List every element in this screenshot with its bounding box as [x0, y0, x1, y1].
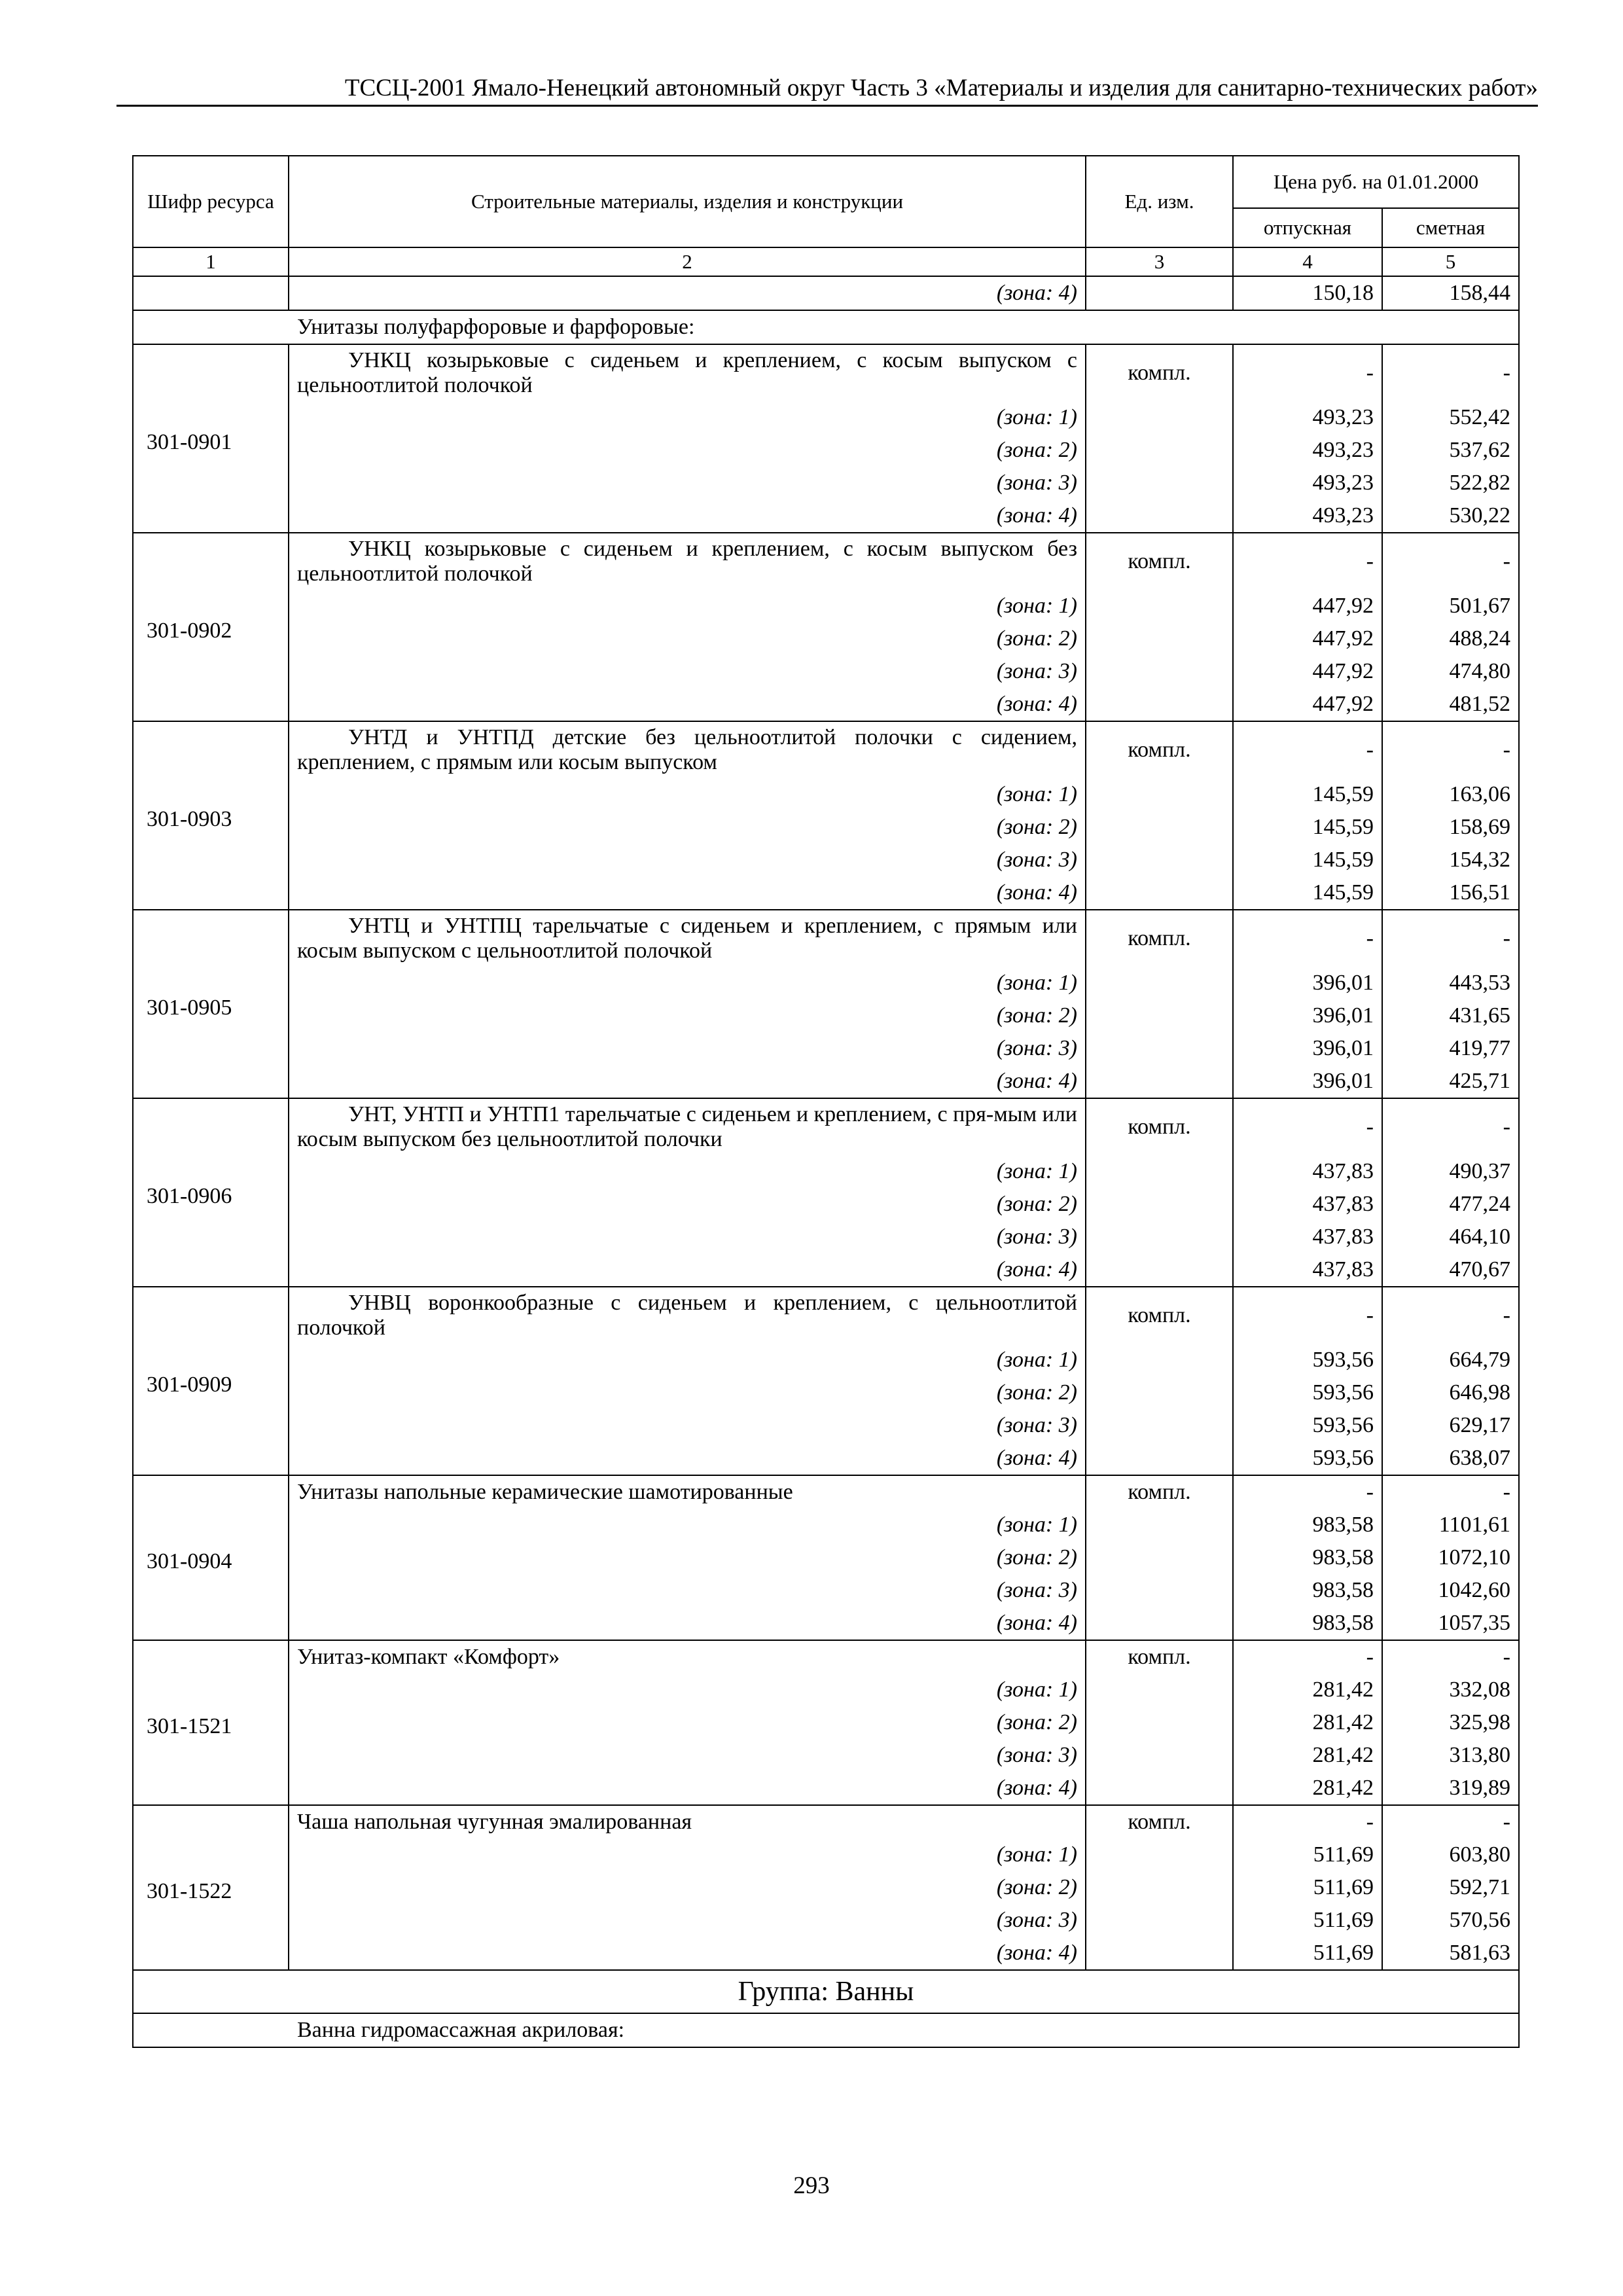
release-price: - [1233, 1640, 1382, 1674]
estimate-price: 163,06 [1382, 778, 1519, 811]
estimate-price: 443,53 [1382, 967, 1519, 999]
zone-row [133, 967, 1519, 999]
zone-row [133, 876, 1519, 910]
estimate-price: - [1382, 1805, 1519, 1839]
zone-row [133, 1904, 1519, 1937]
release-price: - [1233, 1805, 1382, 1839]
release-price: 593,56 [1233, 1409, 1382, 1442]
zone-row [133, 401, 1519, 434]
item-row [133, 344, 1519, 401]
code-cell: 301-1522 [133, 1805, 289, 1970]
category-label: Унитазы полуфарфоровые и фарфоровые: [133, 310, 1519, 344]
estimate-price: 581,63 [1382, 1937, 1519, 1970]
release-price: 493,23 [1233, 401, 1382, 434]
zone-label: (зона: 3) [289, 844, 1086, 876]
item-row [133, 1098, 1519, 1155]
zone-row [133, 655, 1519, 688]
zone-row [133, 1065, 1519, 1098]
zone-label: (зона: 4) [289, 1442, 1086, 1475]
code-cell: 301-0909 [133, 1287, 289, 1475]
item-name: УНТЦ и УНТПЦ тарельчатые с сиденьем и креплением, с прямым или косым выпуском с цельноотлитой полочкой [289, 910, 1086, 967]
estimate-price: - [1382, 1098, 1519, 1155]
zone-label: (зона: 1) [289, 1344, 1086, 1376]
zone-row [133, 1871, 1519, 1904]
zone-label: (зона: 4) [289, 499, 1086, 533]
unit-cell [1086, 590, 1233, 622]
zone-row [133, 1772, 1519, 1805]
unit-cell [1086, 655, 1233, 688]
release-price: 593,56 [1233, 1344, 1382, 1376]
zone-label: (зона: 2) [289, 1706, 1086, 1739]
unit-cell [1086, 876, 1233, 910]
estimate-price: 464,10 [1382, 1221, 1519, 1253]
item-name: УНКЦ козырьковые с сиденьем и креплением, с косым выпуском без цельноотлитой полочкой [289, 533, 1086, 590]
zone-label: (зона: 3) [289, 1739, 1086, 1772]
unit-cell: компл. [1086, 1098, 1233, 1155]
group-heading: Группа: Ванны [133, 1970, 1519, 2013]
zone-label: (зона: 2) [289, 1188, 1086, 1221]
release-price: 396,01 [1233, 1065, 1382, 1098]
zone-label: (зона: 1) [289, 1509, 1086, 1541]
unit-cell [1086, 1937, 1233, 1970]
release-price: 511,69 [1233, 1904, 1382, 1937]
zone-label: (зона: 4) [289, 1065, 1086, 1098]
zone-row [133, 1674, 1519, 1706]
unit-cell [1086, 1253, 1233, 1287]
item-row [133, 1805, 1519, 1839]
zone-row [133, 622, 1519, 655]
zone-row [133, 688, 1519, 721]
zone-label: (зона: 1) [289, 778, 1086, 811]
estimate-price: 570,56 [1382, 1904, 1519, 1937]
estimate-price: 1101,61 [1382, 1509, 1519, 1541]
unit-cell: компл. [1086, 1475, 1233, 1509]
release-price: 281,42 [1233, 1674, 1382, 1706]
category-row [133, 310, 1519, 344]
column-number: 4 [1233, 247, 1382, 276]
estimate-price: 522,82 [1382, 467, 1519, 499]
group-category-label: Ванна гидромассажная акриловая: [133, 2013, 1519, 2047]
release-price: - [1233, 533, 1382, 590]
code-cell [133, 276, 289, 310]
zone-label: (зона: 4) [289, 1772, 1086, 1805]
release-price: 150,18 [1233, 276, 1382, 310]
estimate-price: 537,62 [1382, 434, 1519, 467]
unit-cell [1086, 401, 1233, 434]
unit-cell: компл. [1086, 721, 1233, 778]
release-price: 145,59 [1233, 844, 1382, 876]
release-price: 145,59 [1233, 778, 1382, 811]
release-price: 281,42 [1233, 1739, 1382, 1772]
zone-label: (зона: 2) [289, 1376, 1086, 1409]
unit-cell: компл. [1086, 910, 1233, 967]
zone-row [133, 1509, 1519, 1541]
release-price: 593,56 [1233, 1376, 1382, 1409]
release-price: 281,42 [1233, 1772, 1382, 1805]
release-price: 493,23 [1233, 434, 1382, 467]
item-row [133, 1475, 1519, 1509]
unit-cell [1086, 844, 1233, 876]
unit-cell: компл. [1086, 1287, 1233, 1344]
header-name: Строительные материалы, изделия и конструкции [289, 156, 1086, 247]
unit-cell [1086, 434, 1233, 467]
column-number-row [133, 247, 1519, 276]
item-name: Унитаз-компакт «Комфорт» [289, 1640, 1086, 1674]
unit-cell: компл. [1086, 533, 1233, 590]
release-price: 281,42 [1233, 1706, 1382, 1739]
release-price: 983,58 [1233, 1541, 1382, 1574]
zone-row [133, 1155, 1519, 1188]
item-name: УНКЦ козырьковые с сиденьем и креплением, с косым выпуском с цельноотлитой полочкой [289, 344, 1086, 401]
release-price: 511,69 [1233, 1937, 1382, 1970]
release-price: - [1233, 1475, 1382, 1509]
header-code: Шифр ресурса [133, 156, 289, 247]
unit-cell [1086, 1032, 1233, 1065]
estimate-price: 154,32 [1382, 844, 1519, 876]
unit-cell [1086, 1706, 1233, 1739]
zone-row [133, 1442, 1519, 1475]
zone-row [133, 1607, 1519, 1640]
category-row [133, 2013, 1519, 2047]
estimate-price: 603,80 [1382, 1839, 1519, 1871]
header-price: Цена руб. на 01.01.2000 [1233, 156, 1519, 208]
items-body [133, 344, 1519, 1970]
zone-row [133, 778, 1519, 811]
unit-cell [1086, 276, 1233, 310]
release-price: - [1233, 910, 1382, 967]
item-name: Унитазы напольные керамические шамотированные [289, 1475, 1086, 1509]
release-price: 983,58 [1233, 1574, 1382, 1607]
column-number: 2 [289, 247, 1086, 276]
estimate-price: 158,69 [1382, 811, 1519, 844]
unit-cell [1086, 1574, 1233, 1607]
release-price: 437,83 [1233, 1188, 1382, 1221]
release-price: 396,01 [1233, 999, 1382, 1032]
zone-row [133, 434, 1519, 467]
estimate-price: - [1382, 721, 1519, 778]
release-price: - [1233, 344, 1382, 401]
release-price: 437,83 [1233, 1155, 1382, 1188]
unit-cell [1086, 1509, 1233, 1541]
header-divider [116, 105, 1538, 107]
header-price-estimate: сметная [1382, 208, 1519, 247]
code-cell: 301-0902 [133, 533, 289, 721]
code-cell: 301-0906 [133, 1098, 289, 1287]
unit-cell [1086, 1188, 1233, 1221]
zone-label: (зона: 4) [289, 876, 1086, 910]
estimate-price: - [1382, 344, 1519, 401]
unit-cell [1086, 499, 1233, 533]
estimate-price: 313,80 [1382, 1739, 1519, 1772]
zone-label: (зона: 3) [289, 1409, 1086, 1442]
item-name: Чаша напольная чугунная эмалированная [289, 1805, 1086, 1839]
item-name: УНВЦ воронкообразные с сиденьем и креплением, с цельноотлитой полочкой [289, 1287, 1086, 1344]
zone-label: (зона: 1) [289, 1674, 1086, 1706]
estimate-price: 477,24 [1382, 1188, 1519, 1221]
table-row [133, 276, 1519, 310]
unit-cell [1086, 1541, 1233, 1574]
estimate-price: - [1382, 1640, 1519, 1674]
release-price: 437,83 [1233, 1221, 1382, 1253]
unit-cell: компл. [1086, 344, 1233, 401]
release-price: 145,59 [1233, 811, 1382, 844]
column-number: 1 [133, 247, 289, 276]
unit-cell [1086, 778, 1233, 811]
zone-label: (зона: 4) [289, 688, 1086, 721]
unit-cell: компл. [1086, 1805, 1233, 1839]
release-price: 396,01 [1233, 967, 1382, 999]
release-price: 447,92 [1233, 590, 1382, 622]
zone-label: (зона: 2) [289, 434, 1086, 467]
zone-label: (зона: 3) [289, 467, 1086, 499]
release-price: 447,92 [1233, 622, 1382, 655]
estimate-price: 1057,35 [1382, 1607, 1519, 1640]
zone-row [133, 1541, 1519, 1574]
unit-cell [1086, 999, 1233, 1032]
zone-label: (зона: 1) [289, 401, 1086, 434]
release-price: 493,23 [1233, 467, 1382, 499]
unit-cell [1086, 1442, 1233, 1475]
zone-row [133, 844, 1519, 876]
unit-cell [1086, 1607, 1233, 1640]
price-table [132, 155, 1520, 2048]
unit-cell [1086, 1904, 1233, 1937]
estimate-price: 552,42 [1382, 401, 1519, 434]
estimate-price: 629,17 [1382, 1409, 1519, 1442]
estimate-price: 1072,10 [1382, 1541, 1519, 1574]
unit-cell [1086, 811, 1233, 844]
column-number: 5 [1382, 247, 1519, 276]
code-cell: 301-0905 [133, 910, 289, 1098]
zone-label: (зона: 1) [289, 1839, 1086, 1871]
estimate-price: 530,22 [1382, 499, 1519, 533]
estimate-price: 332,08 [1382, 1674, 1519, 1706]
unit-cell [1086, 967, 1233, 999]
unit-cell [1086, 1772, 1233, 1805]
zone-label: (зона: 1) [289, 967, 1086, 999]
release-price: 593,56 [1233, 1442, 1382, 1475]
release-price: 437,83 [1233, 1253, 1382, 1287]
estimate-price: 470,67 [1382, 1253, 1519, 1287]
header-price-release: отпускная [1233, 208, 1382, 247]
item-row [133, 721, 1519, 778]
code-cell: 301-0901 [133, 344, 289, 533]
unit-cell [1086, 688, 1233, 721]
item-row [133, 1640, 1519, 1674]
page-header-title: ТССЦ-2001 Ямало-Ненецкий автономный округ Часть 3 «Материалы и изделия для санитарно-технических работ» [344, 75, 1538, 101]
page-number: 293 [793, 2172, 830, 2199]
zone-row [133, 999, 1519, 1032]
zone-label: (зона: 3) [289, 1032, 1086, 1065]
release-price: - [1233, 721, 1382, 778]
zone-row [133, 590, 1519, 622]
estimate-price: 474,80 [1382, 655, 1519, 688]
item-row [133, 910, 1519, 967]
zone-row [133, 1188, 1519, 1221]
unit-cell [1086, 1409, 1233, 1442]
estimate-price: 319,89 [1382, 1772, 1519, 1805]
zone-label: (зона: 3) [289, 1574, 1086, 1607]
zone-row [133, 467, 1519, 499]
unit-cell [1086, 1839, 1233, 1871]
release-price: 511,69 [1233, 1839, 1382, 1871]
code-cell: 301-1521 [133, 1640, 289, 1805]
estimate-price: 156,51 [1382, 876, 1519, 910]
estimate-price: 325,98 [1382, 1706, 1519, 1739]
unit-cell [1086, 1155, 1233, 1188]
zone-row [133, 1739, 1519, 1772]
zone-label: (зона: 2) [289, 1871, 1086, 1904]
estimate-price: 646,98 [1382, 1376, 1519, 1409]
estimate-price: 592,71 [1382, 1871, 1519, 1904]
item-name: УНТД и УНТПД детские без цельноотлитой полочки с сидением, креплением, с прямым или косым выпуском [289, 721, 1086, 778]
unit-cell: компл. [1086, 1640, 1233, 1674]
zone-label: (зона: 3) [289, 1904, 1086, 1937]
zone-label: (зона: 3) [289, 655, 1086, 688]
unit-cell [1086, 622, 1233, 655]
zone-label: (зона: 4) [289, 1253, 1086, 1287]
unit-cell [1086, 1065, 1233, 1098]
zone-label: (зона: 1) [289, 590, 1086, 622]
release-price: - [1233, 1287, 1382, 1344]
zone-row [133, 811, 1519, 844]
zone-row [133, 1574, 1519, 1607]
zone-label: (зона: 2) [289, 622, 1086, 655]
release-price: - [1233, 1098, 1382, 1155]
estimate-price: 425,71 [1382, 1065, 1519, 1098]
zone-row [133, 1376, 1519, 1409]
zone-row [133, 1344, 1519, 1376]
item-row [133, 533, 1519, 590]
group-body [133, 1970, 1519, 2047]
unit-cell [1086, 1221, 1233, 1253]
code-cell: 301-0903 [133, 721, 289, 910]
zone-row [133, 1409, 1519, 1442]
release-price: 447,92 [1233, 688, 1382, 721]
estimate-price: 488,24 [1382, 622, 1519, 655]
estimate-price: 501,67 [1382, 590, 1519, 622]
estimate-price: 158,44 [1382, 276, 1519, 310]
estimate-price: - [1382, 1475, 1519, 1509]
header-unit: Ед. изм. [1086, 156, 1233, 247]
zone-row [133, 1032, 1519, 1065]
zone-row [133, 1706, 1519, 1739]
item-name: УНТ, УНТП и УНТП1 тарельчатые с сиденьем и креплением, с пря-мым или косым выпуском без цельноотлитой полочки [289, 1098, 1086, 1155]
estimate-price: 638,07 [1382, 1442, 1519, 1475]
estimate-price: 490,37 [1382, 1155, 1519, 1188]
zone-label: (зона: 1) [289, 1155, 1086, 1188]
group-row [133, 1970, 1519, 2013]
release-price: 145,59 [1233, 876, 1382, 910]
unit-cell [1086, 1871, 1233, 1904]
estimate-price: 481,52 [1382, 688, 1519, 721]
zone-label: (зона: 4) [289, 276, 1086, 310]
column-number: 3 [1086, 247, 1233, 276]
zone-row [133, 1839, 1519, 1871]
estimate-price: 664,79 [1382, 1344, 1519, 1376]
zone-label: (зона: 2) [289, 1541, 1086, 1574]
release-price: 493,23 [1233, 499, 1382, 533]
zone-row [133, 1253, 1519, 1287]
zone-label: (зона: 2) [289, 811, 1086, 844]
zone-label: (зона: 3) [289, 1221, 1086, 1253]
release-price: 983,58 [1233, 1607, 1382, 1640]
zone-label: (зона: 2) [289, 999, 1086, 1032]
estimate-price: - [1382, 910, 1519, 967]
unit-cell [1086, 1376, 1233, 1409]
unit-cell [1086, 1674, 1233, 1706]
release-price: 983,58 [1233, 1509, 1382, 1541]
zone-row [133, 1937, 1519, 1970]
release-price: 447,92 [1233, 655, 1382, 688]
unit-cell [1086, 467, 1233, 499]
unit-cell [1086, 1739, 1233, 1772]
estimate-price: - [1382, 533, 1519, 590]
zone-row [133, 499, 1519, 533]
estimate-price: - [1382, 1287, 1519, 1344]
release-price: 396,01 [1233, 1032, 1382, 1065]
release-price: 511,69 [1233, 1871, 1382, 1904]
item-row [133, 1287, 1519, 1344]
code-cell: 301-0904 [133, 1475, 289, 1640]
table-body [133, 247, 1519, 344]
estimate-price: 419,77 [1382, 1032, 1519, 1065]
estimate-price: 431,65 [1382, 999, 1519, 1032]
estimate-price: 1042,60 [1382, 1574, 1519, 1607]
unit-cell [1086, 1344, 1233, 1376]
zone-label: (зона: 4) [289, 1937, 1086, 1970]
zone-row [133, 1221, 1519, 1253]
zone-label: (зона: 4) [289, 1607, 1086, 1640]
